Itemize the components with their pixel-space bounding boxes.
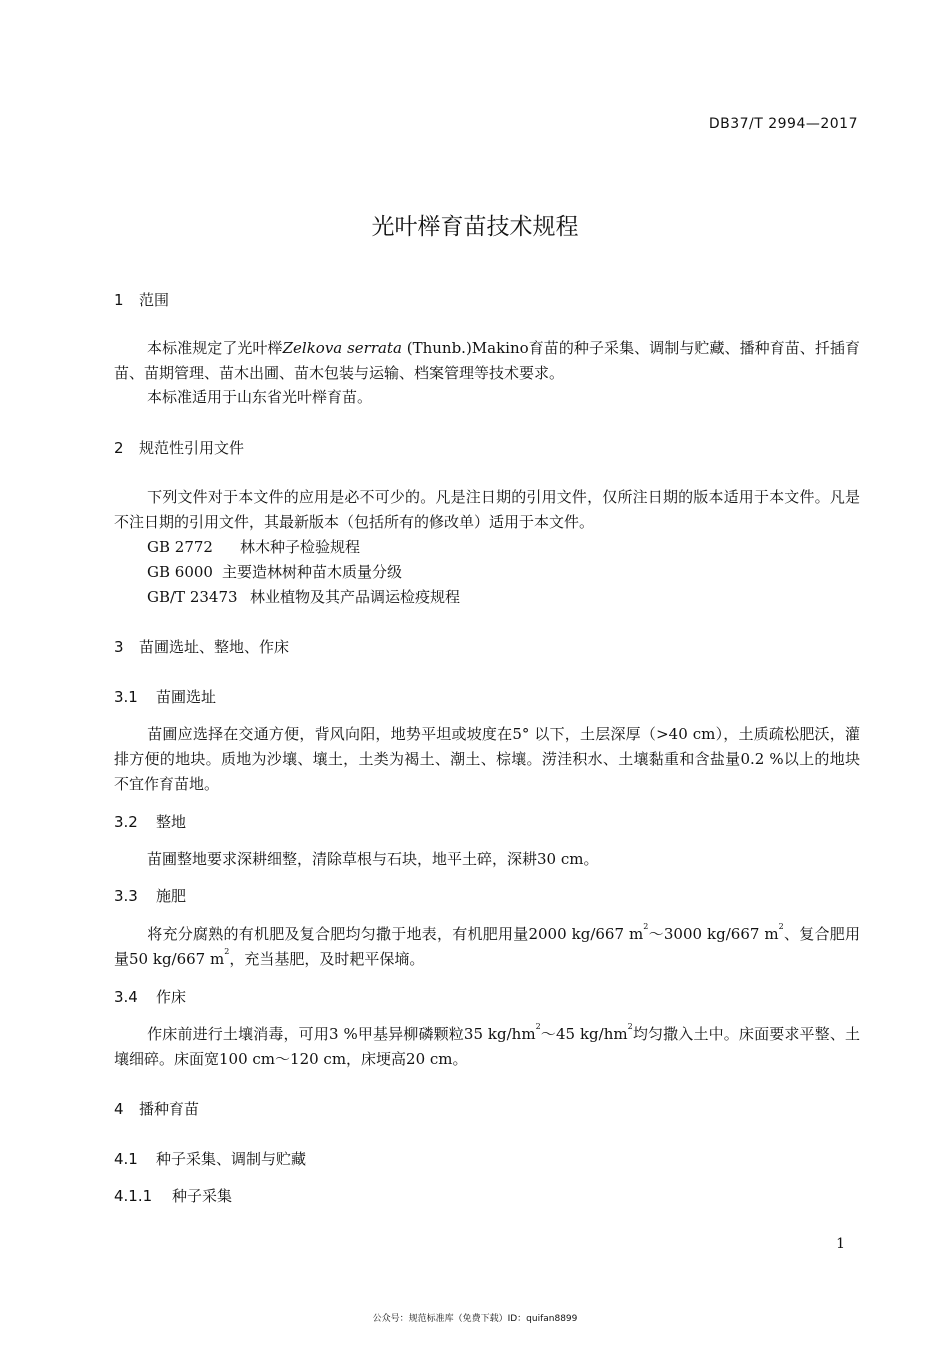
superscript: 2 bbox=[224, 947, 230, 956]
section-title: 规范性引用文件 bbox=[139, 439, 245, 457]
subsection-4-1-heading bbox=[114, 1148, 306, 1169]
fertilization-paragraph bbox=[114, 922, 860, 972]
land-preparation-paragraph bbox=[114, 847, 860, 872]
subsection-3-1-heading bbox=[114, 686, 216, 707]
applicability-text: 本标准适用于山东省光叶榉育苗。 bbox=[147, 388, 373, 406]
subsection-3-3-heading bbox=[114, 885, 186, 906]
reference-item bbox=[147, 561, 402, 582]
fertilization-text-c: 、复合肥用量50 kg/667 m bbox=[114, 925, 861, 968]
section-number: 3 bbox=[114, 638, 124, 656]
subsection-3-2-heading bbox=[114, 811, 186, 832]
subsection-title: 苗圃选址 bbox=[156, 688, 217, 706]
superscript: 2 bbox=[535, 1022, 541, 1031]
section-number: 2 bbox=[114, 439, 124, 457]
normative-refs-intro bbox=[114, 485, 860, 535]
subsection-3-4-heading bbox=[114, 986, 186, 1007]
subsection-title: 整地 bbox=[156, 813, 187, 831]
fertilization-text-a: 将充分腐熟的有机肥及复合肥均匀撒于地表，有机肥用量2000 kg/667 m bbox=[147, 925, 644, 943]
subsection-number: 3.3 bbox=[114, 887, 138, 905]
section-1-heading bbox=[114, 289, 169, 310]
reference-code: GB 6000 bbox=[147, 563, 213, 581]
scope-text-b: (Thunb.)Makino育苗的种子采集、调制与贮藏、播种育苗、扦插育苗、苗期管理、苗木出圃、苗木包装与运输、档案管理等技术要求。 bbox=[114, 339, 860, 382]
subsection-number: 3.2 bbox=[114, 813, 138, 831]
intro-text: 下列文件对于本文件的应用是必不可少的。凡是注日期的引用文件，仅所注日期的版本适用于本文件。凡是不注日期的引用文件，其最新版本（包括所有的修改单）适用于本文件。 bbox=[114, 488, 860, 531]
scope-applicability bbox=[114, 385, 860, 410]
footer-watermark: 公众号：规范标准库（免费下载）ID：quifan8899 bbox=[372, 1314, 578, 1324]
bed-making-text-b: ～45 kg/hm bbox=[540, 1025, 628, 1043]
subsection-title: 作床 bbox=[156, 988, 187, 1006]
section-3-heading bbox=[114, 636, 289, 657]
site-selection-paragraph bbox=[114, 722, 860, 797]
reference-item bbox=[147, 536, 360, 557]
subsection-title: 种子采集、调制与贮藏 bbox=[156, 1150, 307, 1168]
subsection-number: 3.1 bbox=[114, 688, 138, 706]
superscript: 2 bbox=[643, 922, 649, 931]
section-4-heading bbox=[114, 1098, 199, 1119]
subsection-title: 种子采集 bbox=[172, 1187, 233, 1205]
fertilization-text-b: ～3000 kg/667 m bbox=[648, 925, 779, 943]
latin-name: Zelkova serrata bbox=[282, 339, 402, 357]
scope-text-a: 本标准规定了光叶榉 bbox=[147, 339, 283, 357]
document-code: DB37/T 2994—2017 bbox=[708, 116, 858, 132]
page-number: 1 bbox=[836, 1236, 845, 1252]
section-2-heading bbox=[114, 437, 244, 458]
section-number: 4 bbox=[114, 1100, 124, 1118]
scope-paragraph bbox=[114, 336, 860, 386]
section-number: 1 bbox=[114, 291, 124, 309]
subsection-title: 施肥 bbox=[156, 887, 187, 905]
reference-code: GB/T 23473 bbox=[147, 588, 238, 606]
bed-making-paragraph bbox=[114, 1022, 860, 1072]
superscript: 2 bbox=[627, 1022, 633, 1031]
subsection-number: 3.4 bbox=[114, 988, 138, 1006]
section-title: 范围 bbox=[139, 291, 170, 309]
site-selection-text: 苗圃应选择在交通方便，背风向阳，地势平坦或坡度在5° 以下，土层深厚（>40 cm），土质疏松肥沃，灌排方便的地块。质地为沙壤、壤土，土类为褐土、潮土、棕壤。涝洼积水、土壤黏重和含盐量0.2 %以上的地块不宜作育苗地。 bbox=[114, 725, 860, 793]
reference-code: GB 2772 bbox=[147, 538, 213, 556]
fertilization-text-d: ，充当基肥，及时耙平保墒。 bbox=[229, 950, 425, 968]
subsection-number: 4.1.1 bbox=[114, 1187, 153, 1205]
reference-name: 林业植物及其产品调运检疫规程 bbox=[250, 588, 461, 606]
subsection-4-1-1-heading bbox=[114, 1185, 232, 1206]
subsection-number: 4.1 bbox=[114, 1150, 138, 1168]
superscript: 2 bbox=[778, 922, 784, 931]
section-title: 苗圃选址、整地、作床 bbox=[139, 638, 290, 656]
reference-item bbox=[147, 586, 460, 607]
bed-making-text-a: 作床前进行土壤消毒，可用3 %甲基异柳磷颗粒35 kg/hm bbox=[147, 1025, 536, 1043]
section-title: 播种育苗 bbox=[139, 1100, 200, 1118]
bed-making-text-c: 均匀撒入土中。床面要求平整、土壤细碎。床面宽100 cm～120 cm，床埂高20 cm。 bbox=[114, 1025, 860, 1068]
land-preparation-text: 苗圃整地要求深耕细整，清除草根与石块，地平土碎，深耕30 cm。 bbox=[147, 850, 599, 868]
reference-name: 林木种子检验规程 bbox=[240, 538, 361, 556]
document-title: 光叶榉育苗技术规程 bbox=[371, 214, 579, 240]
reference-name: 主要造林树种苗木质量分级 bbox=[222, 563, 403, 581]
